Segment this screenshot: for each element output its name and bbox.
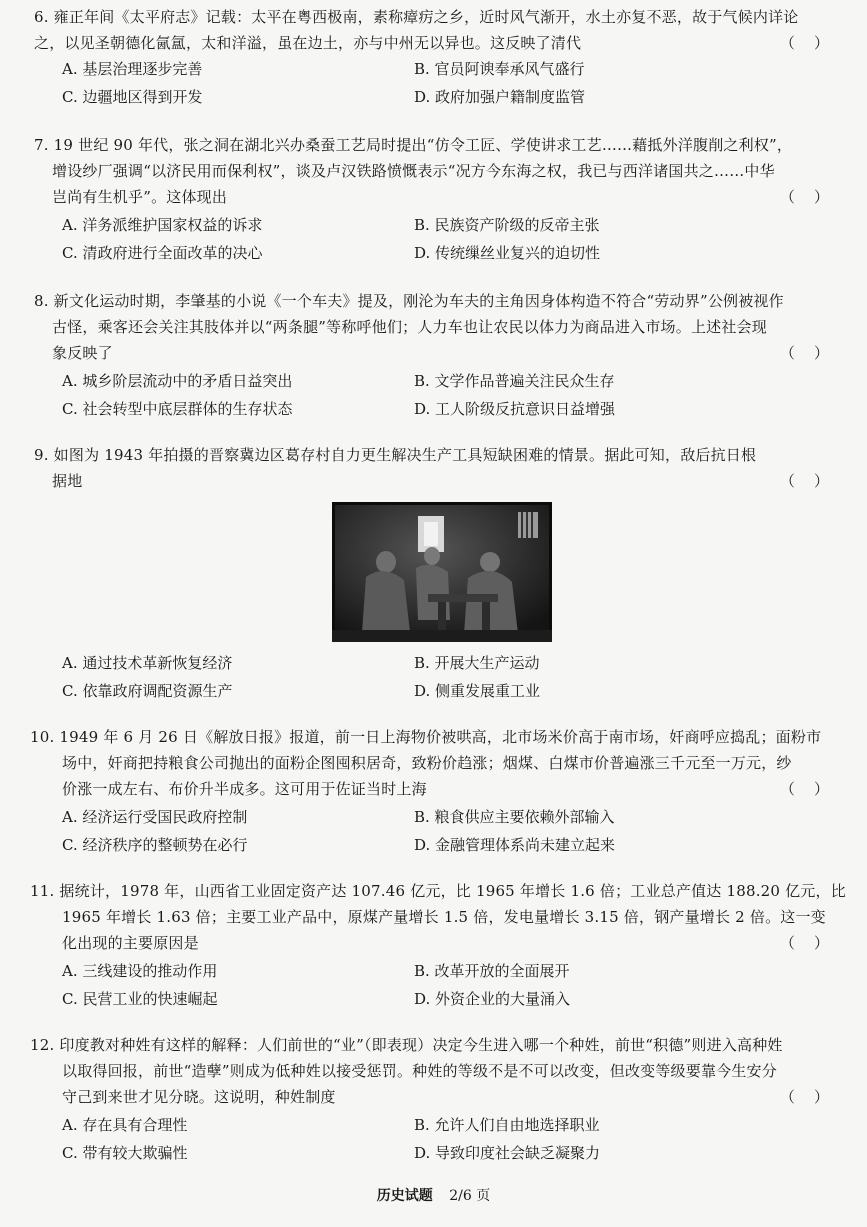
historical-photo [332,502,552,642]
question-stem-line: 9. 如图为 1943 年拍摄的晋察冀边区葛存村自力更生解决生产工具短缺困难的情景。据此可知，敌后抗日根 [34,446,757,464]
question-stem-line: 增设纱厂强调“以济民用而保利权”，谈及卢汉铁路愤慨表示“况方今东海之权，我已与西洋诸国共之……中华 [52,162,775,180]
answer-bracket: （ ） [779,188,829,206]
question-stem-line: 化出现的主要原因是 [62,934,199,952]
option-d: D. 工人阶级反抗意识日益增强 [414,400,616,418]
question-stem-line: 之，以见圣朝德化氤氲，太和洋溢，虽在边土，亦与中州无以异也。这反映了清代 [34,34,582,52]
question-stem-line: 7. 19 世纪 90 年代，张之洞在湖北兴办桑蚕工艺局时提出“仿令工匠、学使讲求工艺……藉抵外洋腹削之利权”， [34,136,793,154]
page-footer [0,1186,867,1206]
option-d: D. 侧重发展重工业 [414,682,541,700]
option-a: A. 存在具有合理性 [62,1116,188,1134]
option-b: B. 允许人们自由地选择职业 [414,1116,600,1134]
question-stem-line: 古怪，乘客还会关注其肢体并以“两条腿”等称呼他们；人力车也让农民以体力为商品进入市场。上述社会现 [52,318,767,336]
option-c: C. 社会转型中底层群体的生存状态 [62,400,293,418]
question-stem-line: 6. 雍正年间《太平府志》记载：太平在粤西极南，素称瘴疠之乡，近时风气渐开，水土亦复不恶，故于气候内详论 [34,8,799,26]
option-c: C. 民营工业的快速崛起 [62,990,218,1008]
option-c: C. 带有较大欺骗性 [62,1144,188,1162]
option-c: C. 清政府进行全面改革的决心 [62,244,263,262]
question-stem-line: 守己到来世才见分晓。这说明，种姓制度 [62,1088,336,1106]
option-b: B. 开展大生产运动 [414,654,540,672]
option-d: D. 金融管理体系尚未建立起来 [414,836,616,854]
question-stem-line: 价涨一成左右、布价升半成多。这可用于佐证当时上海 [62,780,427,798]
footer-page-number: 2/6 页 [449,1188,491,1204]
option-d: D. 外资企业的大量涌入 [414,990,571,1008]
option-d: D. 导致印度社会缺乏凝聚力 [414,1144,601,1162]
option-d: D. 传统缫丝业复兴的迫切性 [414,244,601,262]
option-c: C. 经济秩序的整顿势在必行 [62,836,248,854]
answer-bracket: （ ） [779,1088,829,1106]
option-a: A. 城乡阶层流动中的矛盾日益突出 [62,372,293,390]
question-stem-line: 1965 年增长 1.63 倍；主要工业产品中，原煤产量增长 1.5 倍，发电量增长 3.15 倍，钢产量增长 2 倍。这一变 [62,908,826,926]
footer-subject: 历史试题 [376,1188,433,1204]
question-stem-line: 10. 1949 年 6 月 26 日《解放日报》报道，前一日上海物价被哄高，北市场米价高于南市场，奸商呼应捣乱；面粉市 [30,728,822,746]
question-stem-line: 据地 [52,472,83,490]
question-stem-line: 12. 印度教对种姓有这样的解释：人们前世的“业”（即表现）决定今生进入哪一个种姓，前世“积德”则进入高种姓 [30,1036,783,1054]
option-b: B. 文学作品普遍关注民众生存 [414,372,615,390]
workshop-photo-illustration [332,502,552,642]
option-d: D. 政府加强户籍制度监管 [414,88,586,106]
option-a: A. 三线建设的推动作用 [62,962,218,980]
answer-bracket: （ ） [779,34,829,52]
option-a: A. 洋务派维护国家权益的诉求 [62,216,263,234]
answer-bracket: （ ） [779,934,829,952]
question-stem-line: 8. 新文化运动时期，李肇基的小说《一个车夫》提及，刚沦为车夫的主角因身体构造不符合“劳动界”公例被视作 [34,292,784,310]
option-b: B. 改革开放的全面展开 [414,962,570,980]
question-stem-line: 以取得回报，前世“造孽”则成为低种姓以接受惩罚。种姓的等级不是不可以改变，但改变等级要靠今生安分 [62,1062,777,1080]
answer-bracket: （ ） [779,344,829,362]
answer-bracket: （ ） [779,780,829,798]
option-c: C. 依靠政府调配资源生产 [62,682,233,700]
question-stem-line: 11. 据统计，1978 年，山西省工业固定资产达 107.46 亿元，比 1965 年增长 1.6 倍；工业总产值达 188.20 亿元，比 [30,882,846,900]
option-b: B. 官员阿谀奉承风气盛行 [414,60,585,78]
option-c: C. 边疆地区得到开发 [62,88,203,106]
option-b: B. 民族资产阶级的反帝主张 [414,216,600,234]
option-a: A. 经济运行受国民政府控制 [62,808,248,826]
question-stem-line: 场中，奸商把持粮食公司抛出的面粉企图囤积居奇，致粉价趋涨；烟煤、白煤市价普遍涨三千元至一万元，纱 [62,754,792,772]
question-stem-line: 岂尚有生机乎”。这体现出 [52,188,228,206]
question-stem-line: 象反映了 [52,344,113,362]
option-b: B. 粮食供应主要依赖外部输入 [414,808,615,826]
option-a: A. 通过技术革新恢复经济 [62,654,233,672]
answer-bracket: （ ） [779,472,829,490]
option-a: A. 基层治理逐步完善 [62,60,203,78]
